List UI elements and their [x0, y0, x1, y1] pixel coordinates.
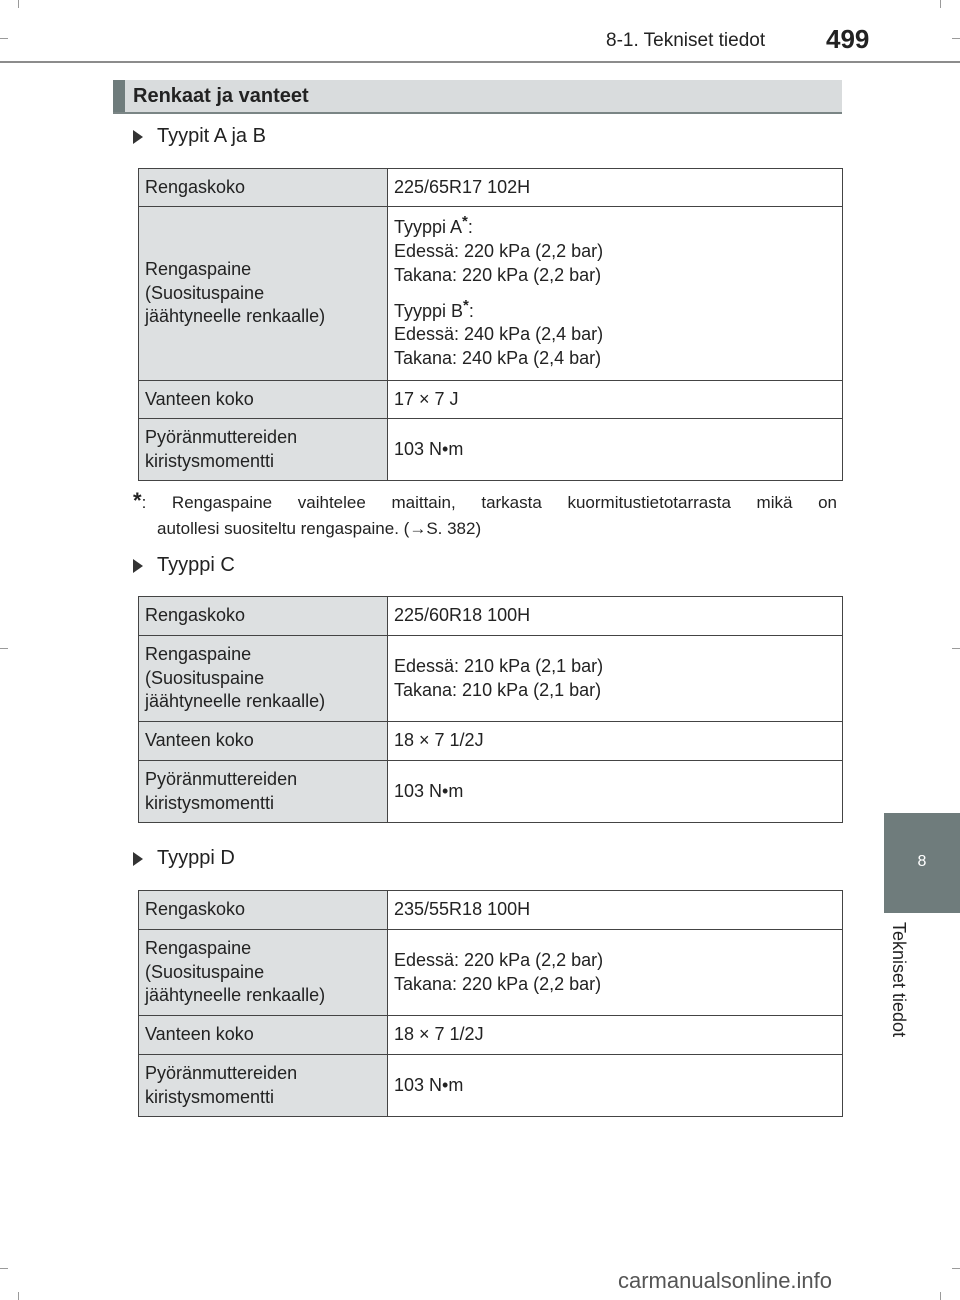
value-cell: Edessä: 220 kPa (2,2 bar) Takana: 220 kPa (2,2 bar)	[388, 930, 843, 1016]
subheading-type-d	[133, 847, 235, 870]
triangle-bullet-icon	[133, 852, 143, 866]
subheading-text: Tyypit A ja B	[157, 125, 266, 147]
table-row	[139, 381, 843, 419]
watermark: carmanualsonline.info	[618, 1268, 833, 1293]
chapter-tab	[884, 813, 960, 913]
value-cell: 103 N•m	[388, 419, 843, 481]
section-accent	[113, 80, 125, 112]
value-cell: 17 × 7 J	[388, 381, 843, 419]
value-cell: 235/55R18 100H	[388, 891, 843, 930]
table-row	[139, 891, 843, 930]
label-cell: Rengaskoko	[139, 891, 388, 930]
triangle-bullet-icon	[133, 130, 143, 144]
table-row	[139, 207, 843, 381]
crop-mark	[940, 1292, 941, 1300]
table-row	[139, 169, 843, 207]
crop-mark	[940, 0, 941, 8]
crop-mark	[0, 648, 8, 649]
chapter-number: 8	[917, 853, 927, 870]
table-row	[139, 761, 843, 823]
footnote-marker: *	[133, 488, 142, 513]
value-cell: Tyyppi A*: Edessä: 220 kPa (2,2 bar) Takana: 220 kPa (2,2 bar) Tyyppi B*: Edessä: 240 kPa (2,4 bar) Takana: 240 kPa (2,4 bar)	[388, 207, 843, 381]
value-cell: 18 × 7 1/2J	[388, 1016, 843, 1055]
chapter-label: Tekniset tiedot	[889, 922, 909, 1038]
subheading-text: Tyyppi C	[157, 554, 235, 576]
spec-table-type-d	[138, 890, 843, 1117]
table-row	[139, 636, 843, 722]
crop-mark	[952, 648, 960, 649]
label-cell: Rengaspaine (Suosituspaine jäähtyneelle renkaalle)	[139, 636, 388, 722]
crop-mark	[18, 0, 19, 8]
value-cell: 103 N•m	[388, 761, 843, 823]
label-cell: Vanteen koko	[139, 1016, 388, 1055]
footnote-line-1: : Rengaspaine vaihtelee maittain, tarkasta kuormitustietotarrasta mikä on	[141, 493, 837, 512]
label-cell: Pyöränmuttereiden kiristysmomentti	[139, 1055, 388, 1117]
table-row	[139, 1055, 843, 1117]
footnote-line-2: autollesi suositeltu rengaspaine. (→S. 382)	[157, 518, 482, 538]
table-row	[139, 419, 843, 481]
crop-mark	[0, 1268, 8, 1269]
table-row	[139, 597, 843, 636]
label-cell: Pyöränmuttereiden kiristysmomentti	[139, 419, 388, 481]
triangle-bullet-icon	[133, 559, 143, 573]
value-cell: 225/65R17 102H	[388, 169, 843, 207]
value-cell: 18 × 7 1/2J	[388, 722, 843, 761]
label-cell: Rengaspaine (Suosituspaine jäähtyneelle renkaalle)	[139, 930, 388, 1016]
label-cell: Vanteen koko	[139, 381, 388, 419]
type-a-label: Tyyppi A*:	[394, 213, 473, 238]
table-row	[139, 722, 843, 761]
table-row	[139, 1016, 843, 1055]
value-cell: 225/60R18 100H	[388, 597, 843, 636]
label-cell: Pyöränmuttereiden kiristysmomentti	[139, 761, 388, 823]
label-cell: Vanteen koko	[139, 722, 388, 761]
label-cell: Rengaskoko	[139, 169, 388, 207]
crop-mark	[18, 1292, 19, 1300]
label-cell: Rengaskoko	[139, 597, 388, 636]
crop-mark	[952, 38, 960, 39]
subheading-type-c	[133, 554, 235, 577]
spec-table-types-a-b	[138, 168, 843, 481]
subheading-text: Tyyppi D	[157, 847, 235, 869]
crop-mark	[0, 38, 8, 39]
header-section-title: 8-1. Tekniset tiedot	[606, 30, 766, 51]
value-cell: Edessä: 210 kPa (2,1 bar) Takana: 210 kPa (2,1 bar)	[388, 636, 843, 722]
spec-table-type-c	[138, 596, 843, 823]
subheading-types-a-b	[133, 125, 266, 148]
page-number: 499	[826, 24, 870, 54]
table-row	[139, 930, 843, 1016]
header-divider	[0, 61, 960, 63]
footnote	[133, 490, 837, 541]
section-title: Renkaat ja vanteet	[133, 85, 309, 107]
value-cell: 103 N•m	[388, 1055, 843, 1117]
label-cell: Rengaspaine (Suosituspaine jäähtyneelle renkaalle)	[139, 207, 388, 381]
crop-mark	[952, 1268, 960, 1269]
type-b-label: Tyyppi B*:	[394, 296, 474, 321]
section-heading-bar	[113, 80, 842, 114]
